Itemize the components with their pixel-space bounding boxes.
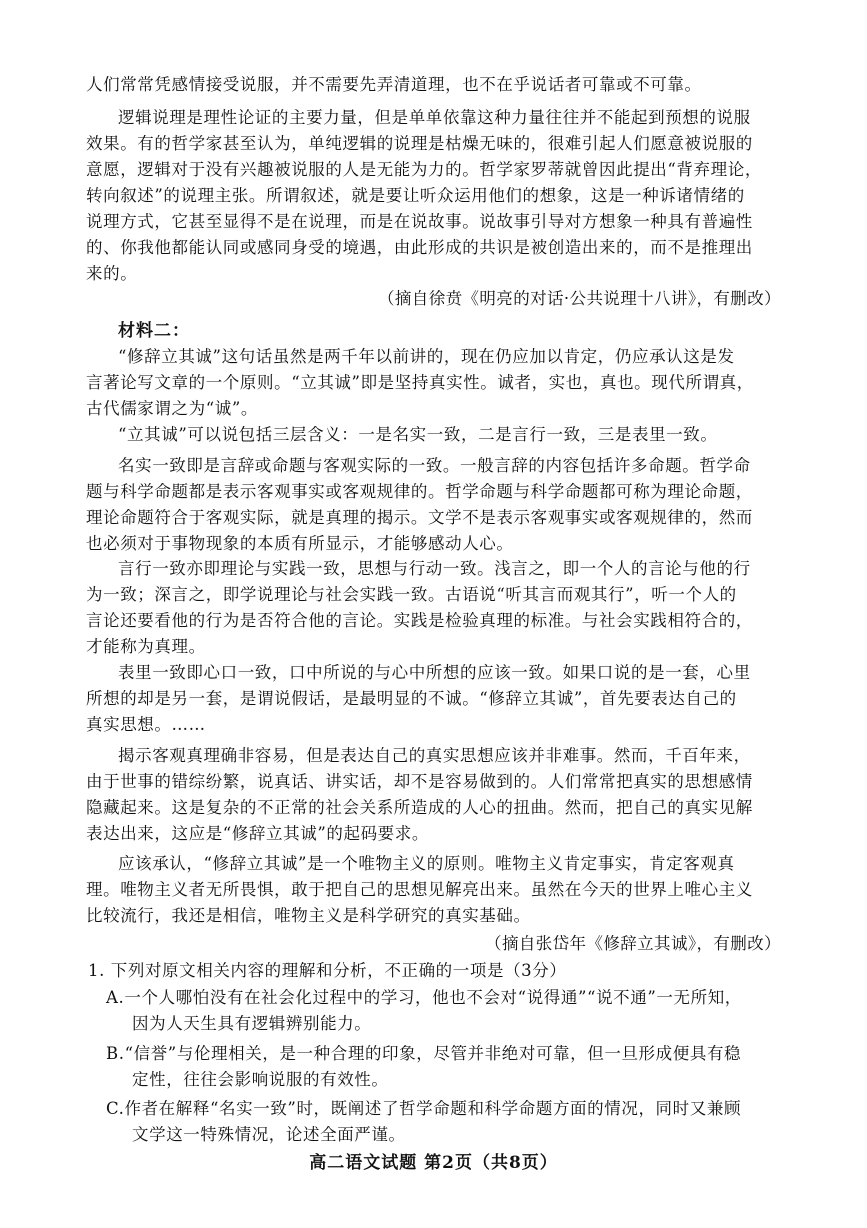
text-line: 逻辑说理是理性论证的主要力量，但是单单依靠这种力量往往并不能起到预想的说服: [118, 108, 751, 127]
text-line: 理论命题符合于客观实际，就是真理的揭示。文学不是表示客观事实或客观规律的，然而: [86, 508, 753, 527]
text-line: 表里一致即心口一致，口中所说的与心中所想的应该一致。如果口说的是一套，心里: [118, 663, 751, 682]
page-footer: 高二语文试题 第2页（共8页）: [309, 1153, 558, 1173]
text-line: 言行一致亦即理论与实践一致，思想与行动一致。浅言之，即一个人的言论与他的行: [118, 559, 751, 578]
text-line: 言著论写文章的一个原则。“立其诚”即是坚持真实性。诚者，实也，真也。现代所谓真，: [86, 373, 754, 392]
text-line: 真实思想。……: [86, 715, 206, 734]
text-line: 人们常常凭感情接受说服，并不需要先弄清道理，也不在乎说话者可靠或不可靠。: [86, 75, 702, 94]
text-line: 转向叙述”的说理主张。所谓叙述，就是要让听众运用他们的想象，这是一种诉诸情绪的: [86, 186, 745, 205]
text-line: 隐藏起来。这是复杂的不正常的社会关系所造成的人心的扭曲。然而，把自己的真实见解: [86, 798, 753, 817]
text-line: 应该承认，“修辞立其诚”是一个唯物主义的原则。唯物主义肯定事实，肯定客观真: [118, 854, 735, 873]
question-1-stem: 1. 下列对原文相关内容的理解和分析，不正确的一项是（3分）: [88, 961, 567, 980]
source-citation-1: （摘自徐贲《明亮的对话·公共说理十八讲》，有删改）: [378, 289, 781, 308]
material-2-heading: 材料二：: [118, 321, 190, 341]
text-line: 所想的却是另一套，是谓说假话，是最明显的不诚。“修辞立其诚”，首先要表达自己的: [86, 689, 737, 708]
source-citation-2: （摘自张岱年《修辞立其诚》，有删改）: [485, 934, 781, 953]
text-line: 效果。有的哲学家甚至认为，单纯逻辑的说理是枯燥无味的，很难引起人们愿意被说服的: [86, 134, 753, 153]
option-b-cont: 定性，往往会影响说服的有效性。: [132, 1070, 389, 1089]
option-a-cont: 因为人天生具有逻辑辨别能力。: [132, 1014, 372, 1033]
option-b: B.“信誉”与伦理相关，是一种合理的印象，尽管并非绝对可靠，但一旦形成便具有稳: [106, 1044, 742, 1063]
text-line: 也必须对于事物现象的本质有所显示，才能够感动人心。: [86, 534, 514, 553]
text-line: 名实一致即是言辞或命题与客观实际的一致。一般言辞的内容包括许多命题。哲学命: [118, 456, 751, 475]
option-c: C.作者在解释“名实一致”时，既阐述了哲学命题和科学命题方面的情况，同时又兼顾: [106, 1099, 742, 1118]
text-line: 的、你我他都能认同或感同身受的境遇，由此形成的共识是被创造出来的，而不是推理出: [86, 238, 753, 257]
text-line: “立其诚”可以说包括三层含义：一是名实一致，二是言行一致，三是表里一致。: [118, 425, 718, 444]
option-a: A.一个人哪怕没有在社会化过程中的学习，他也不会对“说得通”“说不通”一无所知，: [106, 988, 742, 1007]
text-line: 来的。: [86, 264, 138, 283]
text-line: “修辞立其诚”这句话虽然是两千年以前讲的，现在仍应加以肯定，仍应承认这是发: [118, 347, 735, 366]
text-line: 题与科学命题都是表示客观事实或客观规律的。哲学命题与科学命题都可称为理论命题，: [86, 482, 753, 501]
text-line: 言论还要看他的行为是否符合他的言论。实践是检验真理的标准。与社会实践相符合的，: [86, 611, 753, 630]
option-c-cont: 文学这一特殊情况，论述全面严谨。: [132, 1125, 406, 1144]
text-line: 由于世事的错综纷繁，说真话、讲实话，却不是容易做到的。人们常常把真实的思想感情: [86, 772, 753, 791]
text-line: 理。唯物主义者无所畏惧，敢于把自己的思想见解亮出来。虽然在今天的世界上唯心主义: [86, 880, 753, 899]
text-line: 揭示客观真理确非容易，但是表达自己的真实思想应该并非难事。然而，千百年来，: [118, 746, 751, 765]
text-line: 表达出来，这应是“修辞立其诚”的起码要求。: [86, 824, 429, 843]
text-line: 比较流行，我还是相信，唯物主义是科学研究的真实基础。: [86, 906, 531, 925]
text-line: 为一致；深言之，即学说理论与社会实践一致。古语说“听其言而观其行”，听一个人的: [86, 585, 737, 604]
text-line: 古代儒家谓之为“诚”。: [86, 399, 258, 418]
text-line: 说理方式，它甚至显得不是在说理，而是在说故事。说故事引导对方想象一种具有普遍性: [86, 212, 753, 231]
text-line: 意愿，逻辑对于没有兴趣被说服的人是无能为力的。哲学家罗蒂就曾因此提出“背弃理论，: [86, 160, 762, 179]
text-line: 才能称为真理。: [86, 637, 206, 656]
